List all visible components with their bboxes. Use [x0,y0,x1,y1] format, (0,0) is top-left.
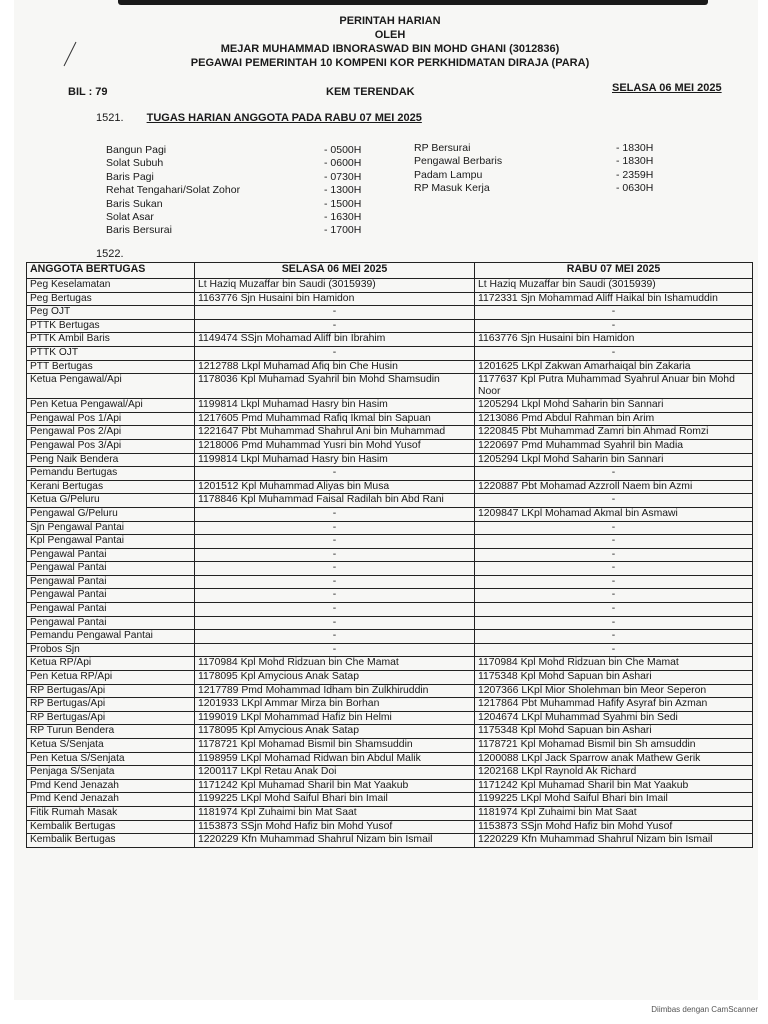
schedule-label: Bangun Pagi [106,144,167,156]
table-row [27,806,753,820]
schedule-row [414,169,653,182]
tuesday-assignee-cell: 1171242 Kpl Muhamad Sharil bin Mat Yaakub [195,779,475,793]
tuesday-assignee-cell: 1178095 Kpl Amycious Anak Satap [195,725,475,739]
table-row [27,589,753,603]
tuesday-assignee-cell: 1201933 LKpl Ammar Mirza bin Borhan [195,698,475,712]
tuesday-assignee-cell: 1181974 Kpl Zuhaimi bin Mat Saat [195,806,475,820]
tuesday-assignee-cell: Lt Haziq Muzaffar bin Saudi (3015939) [195,279,475,293]
duty-role-cell: RP Bertugas/Api [27,698,195,712]
duty-role-cell: Pengawal Pantai [27,603,195,617]
wednesday-assignee-cell: - [475,494,753,508]
schedule-row [106,184,361,197]
schedule-row [106,157,361,170]
schedule-row [106,171,361,184]
tuesday-assignee-cell: 1178036 Kpl Muhamad Syahril bin Mohd Shamsudin [195,374,475,399]
duty-role-cell: Ketua RP/Api [27,657,195,671]
table-row [27,779,753,793]
duty-role-cell: PTTK Bertugas [27,319,195,333]
table-row [27,725,753,739]
wednesday-assignee-cell: 1175348 Kpl Mohd Sapuan bin Ashari [475,671,753,685]
tuesday-assignee-cell: 1218006 Pmd Muhammad Yusri bin Mohd Yusof [195,439,475,453]
schedule-row [106,224,361,237]
tuesday-assignee-cell: 1199225 LKpl Mohd Saiful Bhari bin Imail [195,793,475,807]
tuesday-assignee-cell: - [195,507,475,521]
wednesday-assignee-cell: - [475,319,753,333]
schedule-label: Rehat Tengahari/Solat Zohor [106,184,241,197]
tuesday-assignee-cell: 1153873 SSjn Mohd Hafiz bin Mohd Yusof [195,820,475,834]
duty-role-cell: PTTK Ambil Baris [27,333,195,347]
table-row [27,766,753,780]
duty-role-cell: PTT Bertugas [27,360,195,374]
wednesday-assignee-cell: - [475,630,753,644]
schedule-label: RP Bersurai [414,142,471,154]
table-row [27,346,753,360]
wednesday-assignee-cell: 1153873 SSjn Mohd Hafiz bin Mohd Yusof [475,820,753,834]
schedule-time: - 1700H [324,224,362,237]
table-row [27,480,753,494]
tuesday-assignee-cell: - [195,562,475,576]
duty-role-cell: Pemandu Pengawal Pantai [27,630,195,644]
wednesday-assignee-cell: 1220845 Pbt Muhammad Zamri bin Ahmad Romzi [475,426,753,440]
duty-role-cell: Pengawal Pantai [27,616,195,630]
table-row [27,292,753,306]
bil-number: BIL : 79 [68,86,108,98]
wednesday-assignee-cell: 1207366 LKpl Mior Sholehman bin Meor Seperon [475,684,753,698]
schedule-row [106,198,361,211]
tuesday-assignee-cell: - [195,575,475,589]
schedule-label: Baris Pagi [106,170,154,183]
wednesday-assignee-cell: 1178721 Kpl Mohamad Bismil bin Sh amsuddin [475,739,753,753]
tuesday-assignee-cell: - [195,346,475,360]
table-row [27,711,753,725]
column-header: SELASA 06 MEI 2025 [195,263,475,279]
schedule-row [414,182,653,195]
tuesday-assignee-cell: 1221647 Pbt Muhammad Shahrul Ani bin Muhammad [195,426,475,440]
duty-role-cell: Ketua G/Peluru [27,494,195,508]
duty-role-cell: Ketua Pengawal/Api [27,374,195,399]
schedule-label: Solat Subuh [106,157,164,170]
table-row [27,834,753,848]
tuesday-assignee-cell: 1199019 LKpl Mohammad Hafiz bin Helmi [195,711,475,725]
tuesday-assignee-cell: - [195,467,475,481]
table-row [27,399,753,413]
duty-role-cell: Pengawal Pantai [27,548,195,562]
tuesday-assignee-cell: 1217605 Pmd Muhammad Rafiq Ikmal bin Sapuan [195,412,475,426]
wednesday-assignee-cell: 1213086 Pmd Abdul Rahman bin Arim [475,412,753,426]
tuesday-assignee-cell: 1212788 Lkpl Muhamad Afiq bin Che Husin [195,360,475,374]
tuesday-assignee-cell: - [195,603,475,617]
duty-role-cell: Pengawal Pantai [27,562,195,576]
wednesday-assignee-cell: 1220229 Kfn Muhammad Shahrul Nizam bin Ismail [475,834,753,848]
wednesday-assignee-cell: 1204674 LKpl Muhammad Syahmi bin Sedi [475,711,753,725]
schedule-label: Pengawal Berbaris [414,155,503,168]
table-row [27,535,753,549]
duty-role-cell: Kembalik Bertugas [27,820,195,834]
table-row [27,657,753,671]
table-row [27,507,753,521]
schedule-left [106,144,361,238]
wednesday-assignee-cell: 1205294 Lkpl Mohd Saharin bin Sannari [475,453,753,467]
duty-role-cell: Peg Bertugas [27,292,195,306]
tuesday-assignee-cell: - [195,643,475,657]
duty-role-cell: Fitik Rumah Masak [27,806,195,820]
duty-role-cell: Sjn Pengawal Pantai [27,521,195,535]
tuesday-assignee-cell: - [195,306,475,320]
table-row [27,671,753,685]
table-row [27,306,753,320]
wednesday-assignee-cell: 1163776 Sjn Husaini bin Hamidon [475,333,753,347]
table-row [27,739,753,753]
wednesday-assignee-cell: Lt Haziq Muzaffar bin Saudi (3015939) [475,279,753,293]
wednesday-assignee-cell: 1177637 Kpl Putra Muhammad Syahrul Anuar bin Mohd Noor [475,374,753,399]
table-row [27,426,753,440]
table-row [27,548,753,562]
wednesday-assignee-cell: - [475,521,753,535]
location: KEM TERENDAK [326,86,415,98]
schedule-time: - 0500H [324,144,362,156]
header-line: MEJAR MUHAMMAD IBNORASWAD BIN MOHD GHANI (3012836) [220,43,560,55]
duty-role-cell: Peg OJT [27,306,195,320]
header-line: PERINTAH HARIAN [339,15,441,27]
table-row [27,360,753,374]
table-row [27,616,753,630]
tuesday-assignee-cell: - [195,548,475,562]
table-row [27,374,753,399]
wednesday-assignee-cell: - [475,575,753,589]
duty-role-cell: Peng Naik Bendera [27,453,195,467]
tuesday-assignee-cell: 1217789 Pmd Mohammad Idham bin Zulkhiruddin [195,684,475,698]
wednesday-assignee-cell: 1202168 LKpl Raynold Ak Richard [475,766,753,780]
table-row [27,562,753,576]
duty-role-cell: Kembalik Bertugas [27,834,195,848]
schedule-time: - 1830H [616,155,654,168]
schedule-label: RP Masuk Kerja [414,182,490,195]
duty-role-cell: RP Bertugas/Api [27,711,195,725]
item-title: TUGAS HARIAN ANGGOTA PADA RABU 07 MEI 2025 [146,112,422,124]
header-line: OLEH [374,29,406,41]
duty-role-cell: Penjaga S/Senjata [27,766,195,780]
duty-role-cell: Pen Ketua S/Senjata [27,752,195,766]
wednesday-assignee-cell: - [475,346,753,360]
wednesday-assignee-cell: - [475,616,753,630]
duty-role-cell: Pengawal Pantai [27,575,195,589]
document-header [150,14,630,70]
schedule-row [106,144,361,157]
wednesday-assignee-cell: - [475,589,753,603]
wednesday-assignee-cell: 1170984 Kpl Mohd Ridzuan bin Che Mamat [475,657,753,671]
tuesday-assignee-cell: - [195,616,475,630]
tuesday-assignee-cell: 1199814 Lkpl Muhamad Hasry bin Hasim [195,453,475,467]
wednesday-assignee-cell: - [475,562,753,576]
wednesday-assignee-cell: - [475,306,753,320]
duty-role-cell: Pmd Kend Jenazah [27,779,195,793]
table-row [27,494,753,508]
schedule-time: - 2359H [616,168,654,181]
table-row [27,453,753,467]
duty-role-cell: Pengawal Pos 2/Api [27,426,195,440]
column-header: RABU 07 MEI 2025 [475,263,753,279]
tuesday-assignee-cell: 1178846 Kpl Muhammad Faisal Radilah bin Abd Rani [195,494,475,508]
table-row [27,279,753,293]
wednesday-assignee-cell: - [475,535,753,549]
tuesday-assignee-cell: 1149474 SSjn Mohamad Aliff bin Ibrahim [195,333,475,347]
tuesday-assignee-cell: 1201512 Kpl Muhammad Aliyas bin Musa [195,480,475,494]
tuesday-assignee-cell: - [195,521,475,535]
duty-role-cell: PTTK OJT [27,346,195,360]
duty-role-cell: RP Bertugas/Api [27,684,195,698]
schedule-row [414,142,653,155]
table-row [27,752,753,766]
schedule-time: - 0630H [616,182,654,195]
wednesday-assignee-cell: 1172331 Sjn Mohammad Aliff Haikal bin Ishamuddin [475,292,753,306]
wednesday-assignee-cell: 1175348 Kpl Mohd Sapuan bin Ashari [475,725,753,739]
table-row [27,412,753,426]
schedule-time: - 1630H [324,211,362,224]
table-row [27,467,753,481]
tuesday-assignee-cell: 1163776 Sjn Husaini bin Hamidon [195,292,475,306]
table-row [27,521,753,535]
wednesday-assignee-cell: 1171242 Kpl Muhamad Sharil bin Mat Yaakub [475,779,753,793]
tuesday-assignee-cell: - [195,630,475,644]
schedule-row [106,211,361,224]
table-row [27,575,753,589]
wednesday-assignee-cell: 1220697 Pmd Muhammad Syahril bin Madia [475,439,753,453]
table-row [27,333,753,347]
table-row [27,439,753,453]
duty-role-cell: Probos Sjn [27,643,195,657]
tuesday-assignee-cell: 1200117 LKpl Retau Anak Doi [195,766,475,780]
wednesday-assignee-cell: 1181974 Kpl Zuhaimi bin Mat Saat [475,806,753,820]
pen-mark [60,40,80,70]
tuesday-assignee-cell: 1220229 Kfn Muhammad Shahrul Nizam bin Ismail [195,834,475,848]
tuesday-assignee-cell: - [195,589,475,603]
wednesday-assignee-cell: - [475,467,753,481]
schedule-label: Baris Sukan [106,197,163,210]
wednesday-assignee-cell: 1217864 Pbt Muhammad Hafify Asyraf bin Azman [475,698,753,712]
duty-role-cell: RP Turun Bendera [27,725,195,739]
scanner-watermark: Diimbas dengan CamScanner [651,1005,758,1014]
duty-role-cell: Pmd Kend Jenazah [27,793,195,807]
schedule-label: Baris Bersurai [106,224,172,237]
wednesday-assignee-cell: - [475,548,753,562]
duty-role-cell: Pengawal Pos 3/Api [27,439,195,453]
duty-role-cell: Kerani Bertugas [27,480,195,494]
tuesday-assignee-cell: 1198959 LKpl Mohamad Ridwan bin Abdul Malik [195,752,475,766]
table-header-row [27,263,753,279]
duty-roster-table [26,262,753,848]
schedule-label: Solat Asar [106,211,154,224]
schedule-time: - 0730H [324,170,362,183]
table-row [27,603,753,617]
table-row [27,698,753,712]
order-date: SELASA 06 MEI 2025 [612,82,722,94]
duty-role-cell: Peg Keselamatan [27,279,195,293]
scanner-edge-bar [118,0,708,5]
wednesday-assignee-cell: 1200088 LKpl Jack Sparrow anak Mathew Gerik [475,752,753,766]
schedule-time: - 0600H [324,157,362,170]
duty-role-cell: Pengawal Pos 1/Api [27,412,195,426]
schedule-right [414,142,653,196]
tuesday-assignee-cell: - [195,535,475,549]
schedule-time: - 1830H [616,142,654,154]
wednesday-assignee-cell: 1199225 LKpl Mohd Saiful Bhari bin Imail [475,793,753,807]
tuesday-assignee-cell: 1199814 Lkpl Muhamad Hasry bin Hasim [195,399,475,413]
duty-role-cell: Pen Ketua Pengawal/Api [27,399,195,413]
table-row [27,319,753,333]
schedule-time: - 1300H [324,184,362,197]
duty-role-cell: Pen Ketua RP/Api [27,671,195,685]
duty-role-cell: Kpl Pengawal Pantai [27,535,195,549]
wednesday-assignee-cell: 1220887 Pbt Mohamad Azzroll Naem bin Azmi [475,480,753,494]
item-number: 1521. [96,112,124,124]
schedule-label: Padam Lampu [414,168,483,181]
tuesday-assignee-cell: 1170984 Kpl Mohd Ridzuan bin Che Mamat [195,657,475,671]
header-line: PEGAWAI PEMERINTAH 10 KOMPENI KOR PERKHIDMATAN DIRAJA (PARA) [190,57,590,69]
wednesday-assignee-cell: 1205294 Lkpl Mohd Saharin bin Sannari [475,399,753,413]
table-row [27,684,753,698]
tuesday-assignee-cell: 1178721 Kpl Mohamad Bismil bin Shamsuddin [195,739,475,753]
duty-role-cell: Pengawal Pantai [27,589,195,603]
wednesday-assignee-cell: 1209847 LKpl Mohamad Akmal bin Asmawi [475,507,753,521]
duty-role-cell: Pengawal G/Peluru [27,507,195,521]
tuesday-assignee-cell: - [195,319,475,333]
table-row [27,820,753,834]
wednesday-assignee-cell: - [475,603,753,617]
table-row [27,630,753,644]
schedule-time: - 1500H [324,197,362,210]
item-1521 [96,112,422,124]
duty-role-cell: Pemandu Bertugas [27,467,195,481]
wednesday-assignee-cell: - [475,643,753,657]
table-row [27,793,753,807]
wednesday-assignee-cell: 1201625 LKpl Zakwan Amarhaiqal bin Zakaria [475,360,753,374]
item-number: 1522. [96,248,124,260]
column-header: ANGGOTA BERTUGAS [27,263,195,279]
table-row [27,643,753,657]
duty-role-cell: Ketua S/Senjata [27,739,195,753]
tuesday-assignee-cell: 1178095 Kpl Amycious Anak Satap [195,671,475,685]
schedule-row [414,155,653,168]
